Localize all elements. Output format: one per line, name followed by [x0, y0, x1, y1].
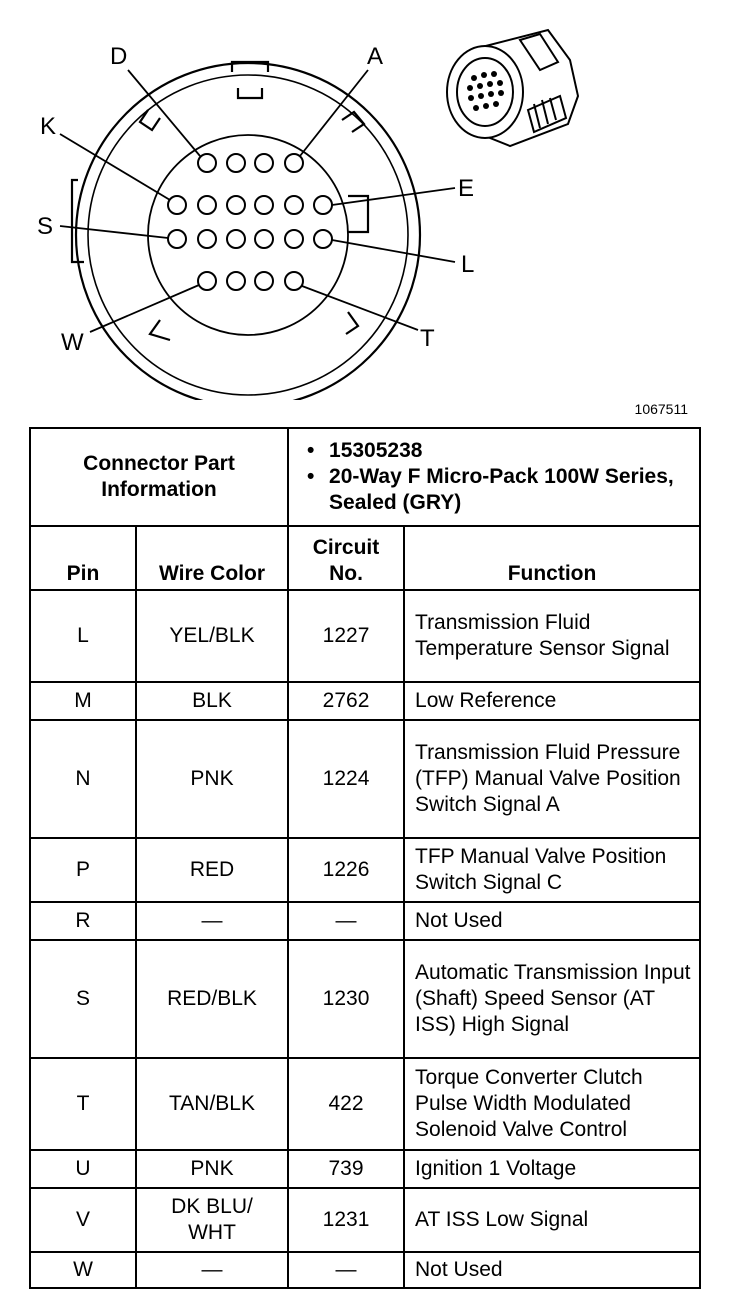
circuit-cell: 1231 [288, 1188, 404, 1252]
connector-part-info [288, 428, 700, 526]
function-cell: Not Used [404, 1252, 700, 1288]
circuit-cell: 739 [288, 1150, 404, 1188]
callout-l: L [461, 251, 475, 278]
function-cell: Low Reference [404, 682, 700, 720]
function-cell: Ignition 1 Voltage [404, 1150, 700, 1188]
table-row [30, 1058, 700, 1150]
pin-cavities [168, 154, 332, 290]
part-description: • 20-Way F Micro-Pack 100W Series, Sealed (GRY) [329, 464, 691, 516]
wire-color-cell: — [136, 1252, 288, 1288]
connector-face-diagram [0, 0, 736, 400]
function-cell: Automatic Transmission Input (Shaft) Speed Sensor (AT ISS) High Signal [404, 940, 700, 1058]
wire-color-cell: RED/BLK [136, 940, 288, 1058]
circuit-cell: — [288, 902, 404, 940]
figure-number: 1067511 [634, 401, 688, 417]
callout-t: T [420, 325, 435, 352]
callout-w: W [61, 329, 84, 356]
wire-color-cell: TAN/BLK [136, 1058, 288, 1150]
connector-table [29, 427, 701, 1289]
pin-cell: W [30, 1252, 136, 1288]
callout-s: S [37, 213, 54, 240]
connector-info-row [30, 428, 700, 526]
circuit-cell: 1224 [288, 720, 404, 838]
connector-part-info-label: Connector Part Information [30, 428, 288, 526]
wire-color-cell: YEL/BLK [136, 590, 288, 682]
callout-e: E [458, 175, 475, 202]
table-row [30, 1150, 700, 1188]
header-wire-color: Wire Color [136, 526, 288, 590]
circuit-cell: 1226 [288, 838, 404, 902]
pin-cell: U [30, 1150, 136, 1188]
wire-color-cell: RED [136, 838, 288, 902]
circuit-cell: 422 [288, 1058, 404, 1150]
table-row [30, 720, 700, 838]
function-cell: Transmission Fluid Temperature Sensor Signal [404, 590, 700, 682]
function-cell: Not Used [404, 902, 700, 940]
callout-a: A [367, 43, 384, 70]
function-cell: Transmission Fluid Pressure (TFP) Manual Valve Position Switch Signal A [404, 720, 700, 838]
wire-color-cell: BLK [136, 682, 288, 720]
pin-cell: S [30, 940, 136, 1058]
pin-cell: M [30, 682, 136, 720]
part-number: • 15305238 [329, 438, 691, 464]
pin-cell: N [30, 720, 136, 838]
table-row [30, 838, 700, 902]
callout-d: D [110, 43, 128, 70]
function-cell: AT ISS Low Signal [404, 1188, 700, 1252]
table-row [30, 1188, 700, 1252]
connector-3d-illustration [447, 30, 578, 146]
table-row [30, 940, 700, 1058]
function-cell: Torque Converter Clutch Pulse Width Modulated Solenoid Valve Control [404, 1058, 700, 1150]
header-function: Function [404, 526, 700, 590]
wire-color-cell: PNK [136, 720, 288, 838]
circuit-cell: 1230 [288, 940, 404, 1058]
circuit-cell: 2762 [288, 682, 404, 720]
function-cell: TFP Manual Valve Position Switch Signal C [404, 838, 700, 902]
wire-color-cell: DK BLU/ WHT [136, 1188, 288, 1252]
callout-k: K [40, 113, 57, 140]
table-row [30, 590, 700, 682]
header-pin: Pin [30, 526, 136, 590]
wire-color-cell: PNK [136, 1150, 288, 1188]
pin-cell: R [30, 902, 136, 940]
pin-cell: T [30, 1058, 136, 1150]
circuit-cell: 1227 [288, 590, 404, 682]
header-circuit-no: Circuit No. [288, 526, 404, 590]
table-row [30, 682, 700, 720]
column-header-row [30, 526, 700, 590]
pin-cell: L [30, 590, 136, 682]
circuit-cell: — [288, 1252, 404, 1288]
table-row [30, 902, 700, 940]
pin-cell: V [30, 1188, 136, 1252]
table-row [30, 1252, 700, 1288]
wire-color-cell: — [136, 902, 288, 940]
pin-cell: P [30, 838, 136, 902]
